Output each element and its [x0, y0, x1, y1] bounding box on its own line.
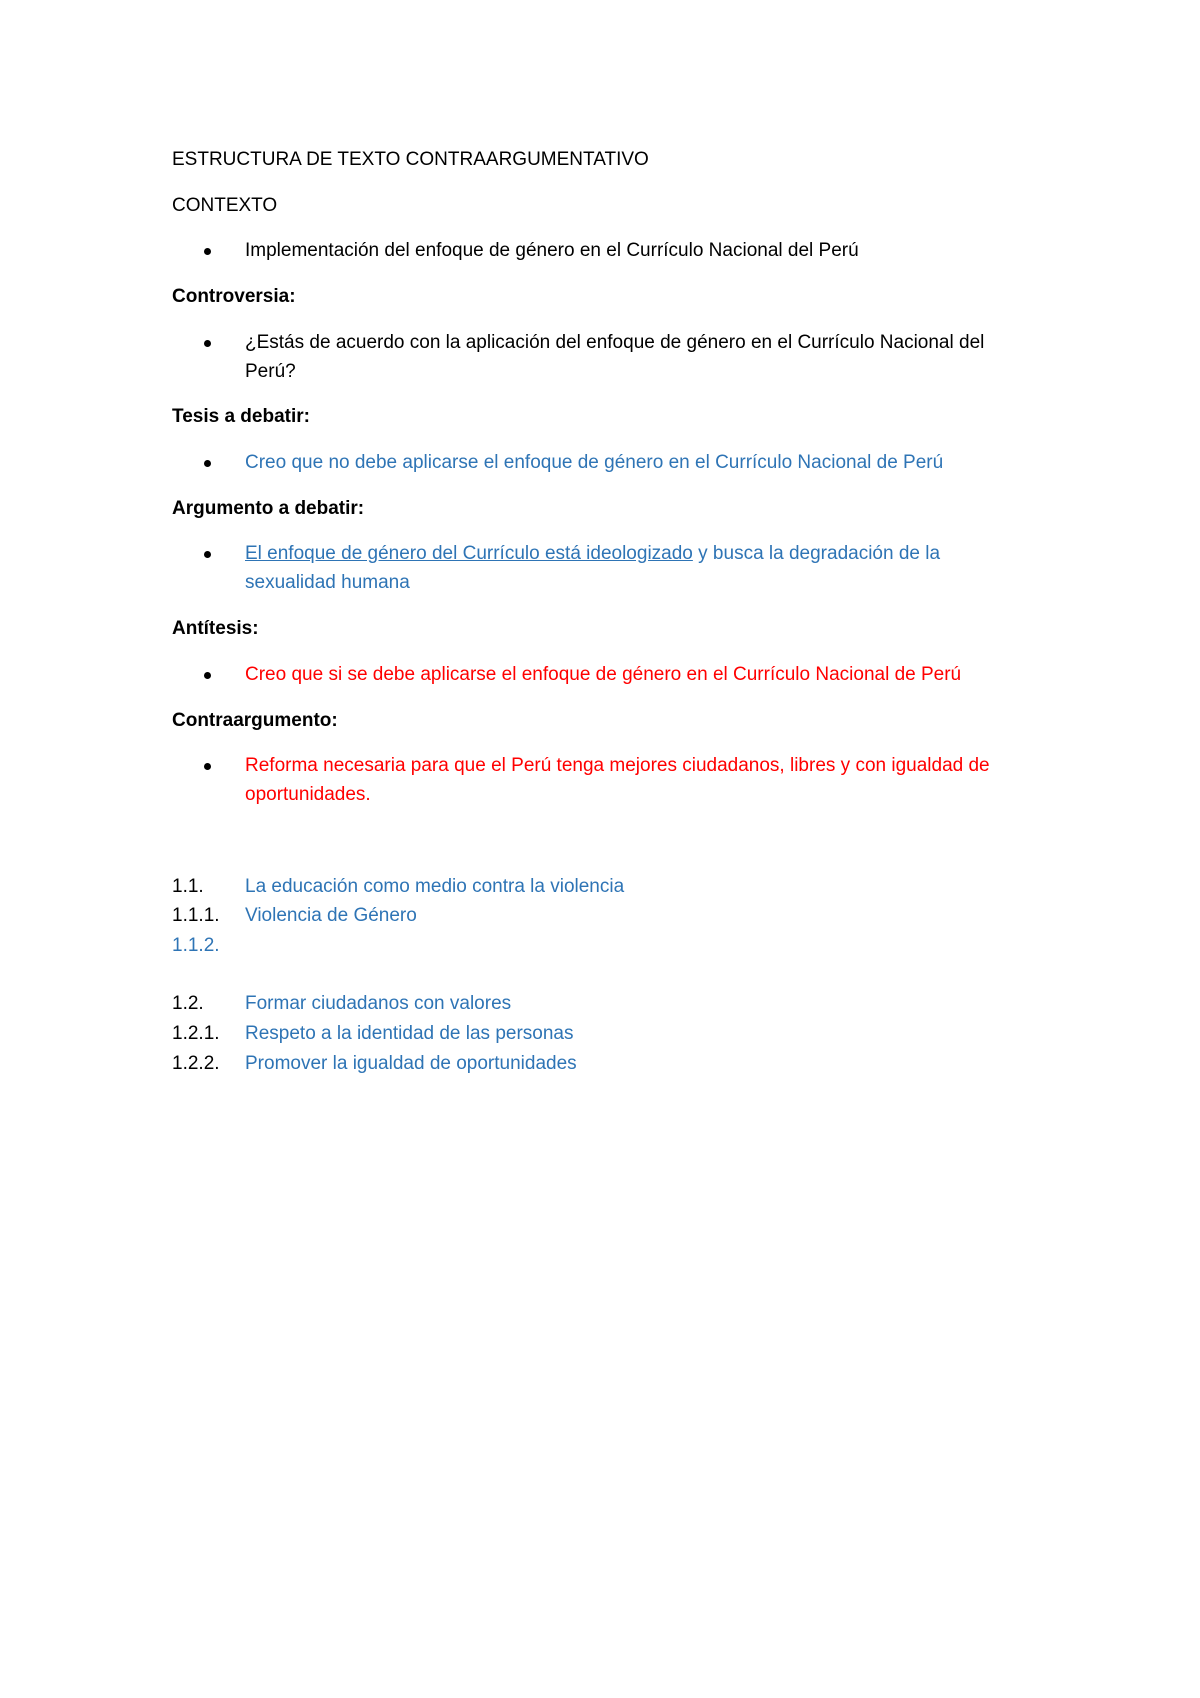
outline-text: Violencia de Género [245, 905, 417, 926]
outline-number: 1.1. [172, 876, 204, 897]
outline-text: Promover la igualdad de oportunidades [245, 1053, 577, 1074]
controversy-line-1: ¿Estás de acuerdo con la aplicación del enfoque de género en el Currículo Nacional del [245, 332, 985, 353]
bullet-icon [204, 763, 211, 770]
outline-text: Formar ciudadanos con valores [245, 993, 512, 1014]
counterargument-bullet-text [245, 751, 1045, 809]
outline-number: 1.1.1. [172, 905, 220, 926]
bullet-icon [204, 672, 211, 679]
outline-text: Respeto a la identidad de las personas [245, 1023, 574, 1044]
controversy-line-2: Perú? [245, 361, 296, 382]
argument-underlined-text: El enfoque de género del Currículo está ideologizado [245, 543, 693, 564]
antithesis-bullet-text: Creo que si se debe aplicarse el enfoque de género en el Currículo Nacional de Perú [245, 664, 962, 685]
controversy-heading: Controversia: [172, 286, 296, 307]
argument-heading: Argumento a debatir: [172, 498, 365, 519]
context-bullet-text: Implementación del enfoque de género en el Currículo Nacional del Perú [245, 240, 859, 261]
outline-number: 1.2.1. [172, 1023, 220, 1044]
antithesis-heading: Antítesis: [172, 618, 259, 639]
argument-bullet-text [245, 539, 1045, 597]
counterargument-line-2: oportunidades. [245, 784, 371, 805]
bullet-icon [204, 340, 211, 347]
outline-number: 1.1.2. [172, 935, 220, 956]
document-title: ESTRUCTURA DE TEXTO CONTRAARGUMENTATIVO [172, 149, 649, 170]
counterargument-heading: Contraargumento: [172, 710, 338, 731]
counterargument-line-1: Reforma necesaria para que el Perú tenga mejores ciudadanos, libres y con igualdad de [245, 755, 990, 776]
outline-number: 1.2. [172, 993, 204, 1014]
bullet-icon [204, 460, 211, 467]
outline-number: 1.2.2. [172, 1053, 220, 1074]
context-heading: CONTEXTO [172, 195, 278, 216]
thesis-bullet-text: Creo que no debe aplicarse el enfoque de género en el Currículo Nacional de Perú [245, 452, 944, 473]
argument-rest-text: y busca la degradación de la [692, 543, 941, 564]
controversy-bullet-text [245, 328, 1045, 386]
thesis-heading: Tesis a debatir: [172, 406, 310, 427]
outline-text: La educación como medio contra la violencia [245, 876, 625, 897]
bullet-icon [204, 248, 211, 255]
bullet-icon [204, 551, 211, 558]
argument-line-2: sexualidad humana [245, 572, 410, 593]
